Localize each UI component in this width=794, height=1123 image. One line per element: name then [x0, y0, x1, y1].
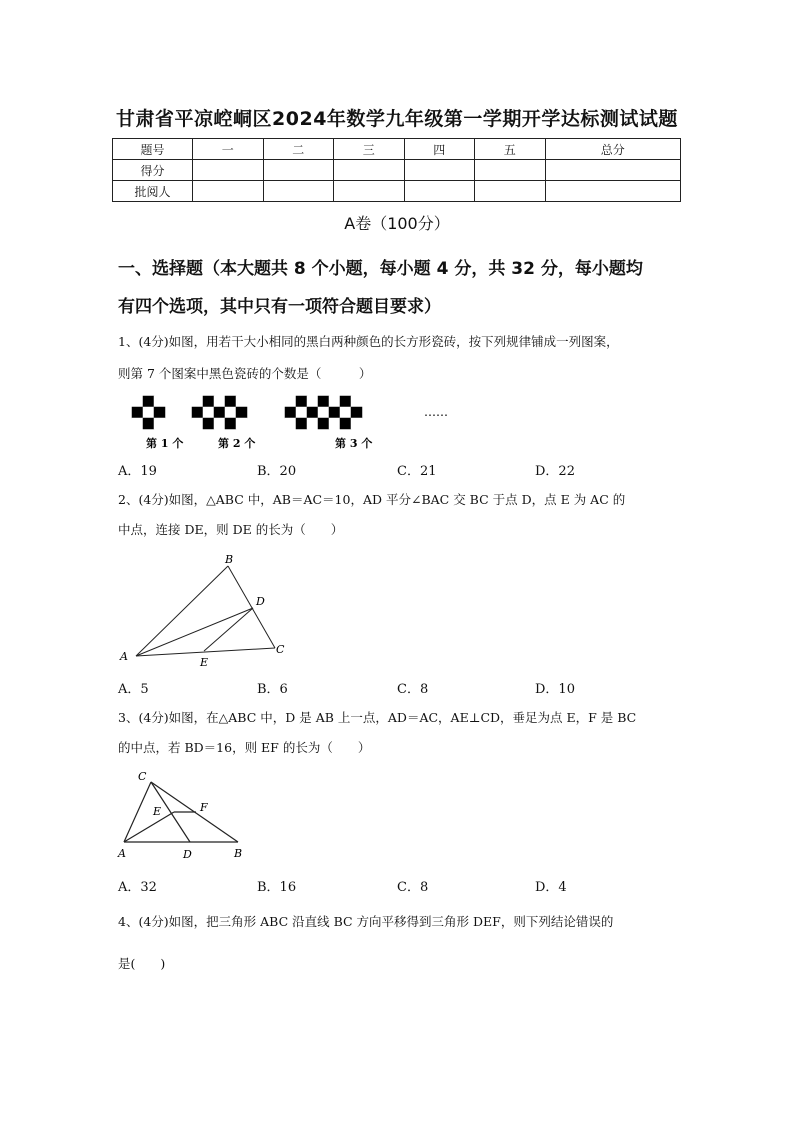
black-tile: [143, 396, 154, 407]
black-tile: [307, 407, 318, 418]
white-tile: [351, 396, 362, 407]
tile-groups: [132, 396, 362, 429]
q2-option-b[interactable]: B．6: [257, 682, 288, 697]
q2-label-a: A: [120, 650, 128, 663]
white-tile: [307, 396, 318, 407]
q3-label-b: B: [234, 847, 243, 860]
black-tile: [340, 396, 351, 407]
q3-label-e: E: [153, 805, 162, 818]
q2-option-d[interactable]: D．10: [535, 682, 575, 697]
white-tile: [236, 418, 247, 429]
header-cell: 题号: [113, 139, 193, 160]
white-tile: [214, 396, 225, 407]
q2-triangle-figure: [118, 550, 298, 670]
q3-label-c: C: [138, 770, 147, 783]
q1-fig-label-3: 第 3 个: [335, 437, 373, 450]
black-tile: [329, 407, 340, 418]
black-tile: [214, 407, 225, 418]
black-tile: [154, 407, 165, 418]
black-tile: [285, 407, 296, 418]
score-row: [113, 160, 681, 181]
q2-label-c: C: [276, 643, 285, 656]
q3-option-d[interactable]: D．4: [535, 880, 567, 895]
score-table-header-row: [113, 139, 681, 160]
q1-option-b[interactable]: B．20: [257, 464, 297, 479]
white-tile: [132, 396, 143, 407]
exam-title: 甘肃省平凉崆峒区2024年数学九年级第一学期开学达标测试试题: [116, 108, 678, 130]
q3-option-b[interactable]: B．16: [257, 880, 297, 895]
black-tile: [318, 396, 329, 407]
black-tile: [192, 407, 203, 418]
white-tile: [285, 396, 296, 407]
q1-tile-pattern-figure: [128, 394, 448, 454]
grader-row: [113, 181, 681, 202]
q3-stem-line2: 的中点，若 BD＝16，则 EF 的长为（ ）: [118, 740, 371, 755]
q2-option-c[interactable]: C．8: [397, 682, 429, 697]
white-tile: [329, 418, 340, 429]
volume-heading: A卷（100分）: [344, 214, 450, 233]
white-tile: [351, 418, 362, 429]
white-tile: [143, 407, 154, 418]
black-tile: [340, 418, 351, 429]
black-tile: [318, 418, 329, 429]
q2-label-e: E: [200, 656, 209, 669]
white-tile: [296, 407, 307, 418]
q1-option-a[interactable]: A．19: [118, 464, 157, 479]
section-heading-line2: 有四个选项，其中只有一项符合题目要求）: [118, 297, 441, 317]
black-tile: [296, 396, 307, 407]
white-tile: [203, 407, 214, 418]
header-cell: 一: [193, 139, 264, 160]
q3-triangle-figure: [116, 768, 256, 863]
header-cell: 三: [334, 139, 405, 160]
white-tile: [225, 407, 236, 418]
q3-option-a[interactable]: A．32: [118, 880, 157, 895]
q1-stem-line1: 1、(4分)如图，用若干大小相同的黑白两种颜色的长方形瓷砖，按下列规律铺成一列图案，: [118, 334, 619, 349]
white-tile: [307, 418, 318, 429]
q2-label-d: D: [256, 595, 265, 608]
q3-stem-line1: 3、(4分)如图，在△ABC 中，D 是 AB 上一点，AD＝AC，AE⊥CD，垂足为点 E，F 是 BC: [118, 710, 637, 725]
grader-row-label: 批阅人: [113, 181, 193, 202]
section-heading-line1: 一、选择题（本大题共 8 个小题，每小题 4 分，共 32 分，每小题均: [118, 259, 643, 279]
white-tile: [329, 396, 340, 407]
q3-label-d: D: [183, 848, 192, 861]
q1-ellipsis: ……: [424, 405, 448, 419]
black-tile: [351, 407, 362, 418]
white-tile: [154, 396, 165, 407]
q1-fig-label-1: 第 1 个: [146, 437, 184, 450]
q2-option-a[interactable]: A．5: [118, 682, 149, 697]
q2-stem-line1: 2、(4分)如图，△ABC 中，AB＝AC＝10，AD 平分∠BAC 交 BC 于点 D，点 E 为 AC 的: [118, 492, 626, 507]
black-tile: [225, 396, 236, 407]
black-tile: [132, 407, 143, 418]
q2-stem-line2: 中点，连接 DE，则 DE 的长为（ ）: [118, 522, 344, 537]
q3-option-c[interactable]: C．8: [397, 880, 429, 895]
score-table: [112, 138, 681, 202]
white-tile: [214, 418, 225, 429]
q1-fig-label-2: 第 2 个: [218, 437, 256, 450]
black-tile: [143, 418, 154, 429]
black-tile: [203, 396, 214, 407]
q4-stem-line1: 4、(4分)如图，把三角形 ABC 沿直线 BC 方向平移得到三角形 DEF，则下列结论错误的: [118, 914, 614, 929]
q1-option-c[interactable]: C．21: [397, 464, 437, 479]
white-tile: [192, 418, 203, 429]
header-cell: 总分: [545, 139, 681, 160]
q1-stem-line2: 则第 7 个图案中黑色瓷砖的个数是（ ）: [118, 366, 372, 381]
header-cell: 五: [475, 139, 546, 160]
white-tile: [340, 407, 351, 418]
white-tile: [132, 418, 143, 429]
black-tile: [225, 418, 236, 429]
q4-stem-line2: 是( ): [118, 956, 166, 971]
header-cell: 四: [404, 139, 475, 160]
score-row-label: 得分: [113, 160, 193, 181]
white-tile: [192, 396, 203, 407]
q2-label-b: B: [225, 553, 234, 566]
black-tile: [296, 418, 307, 429]
black-tile: [203, 418, 214, 429]
header-cell: 二: [263, 139, 334, 160]
white-tile: [236, 396, 247, 407]
q3-label-f: F: [200, 801, 208, 814]
q3-label-a: A: [118, 847, 126, 860]
black-tile: [236, 407, 247, 418]
white-tile: [154, 418, 165, 429]
q1-option-d[interactable]: D．22: [535, 464, 575, 479]
white-tile: [285, 418, 296, 429]
white-tile: [318, 407, 329, 418]
